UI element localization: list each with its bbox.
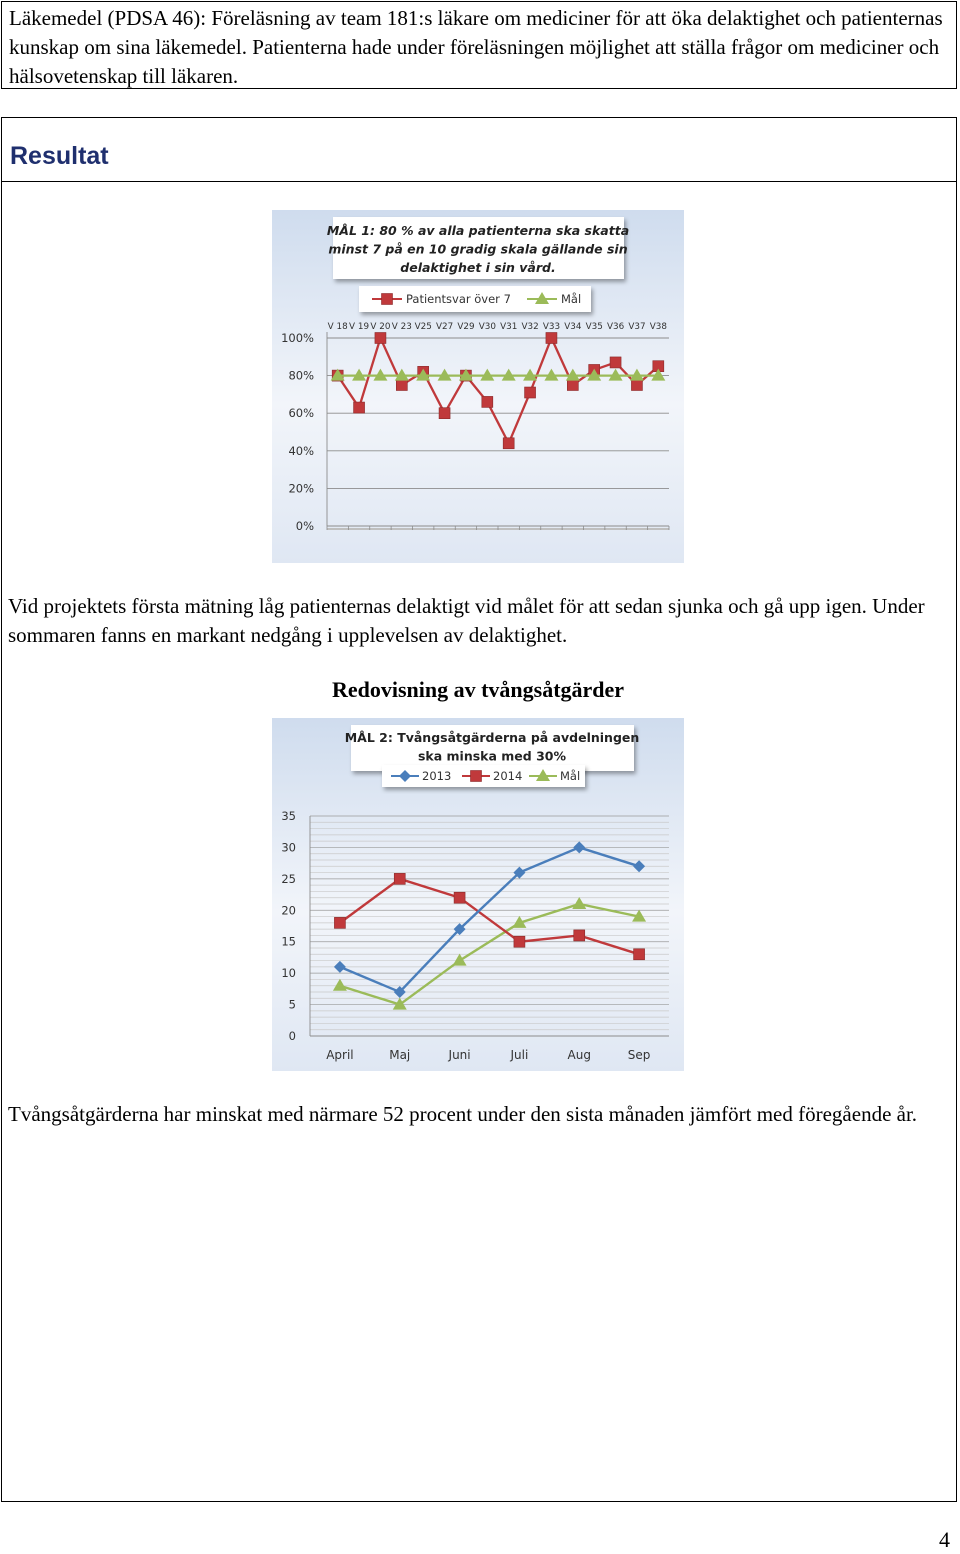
legend-label: Patientsvar över 7: [406, 292, 511, 306]
chart-goal-2: [272, 718, 684, 1071]
y-tick-label: 100%: [281, 331, 314, 345]
page-number: 4: [939, 1527, 950, 1552]
data-point: [574, 930, 585, 941]
y-tick-label: 80%: [288, 368, 314, 383]
data-point: [394, 873, 405, 884]
result-header: [1, 117, 957, 183]
x-tick-label: Aug: [567, 1048, 591, 1062]
legend-marker: [471, 771, 482, 782]
x-tick-label: V38: [649, 322, 667, 332]
chart-title-line: MÅL 1: 80 % av alla patienterna ska skatta: [326, 223, 630, 238]
section-subtitle: Redovisning av tvångsåtgärder: [331, 677, 625, 702]
chart-legend: [359, 286, 591, 312]
x-tick-label: V25: [414, 322, 432, 332]
data-point: [514, 936, 525, 947]
x-tick-label: V33: [542, 322, 561, 332]
x-tick-label: Maj: [389, 1048, 411, 1062]
data-point: [354, 402, 365, 413]
chart-goal-1: [272, 210, 684, 563]
data-point: [375, 333, 386, 344]
x-tick-label: V 18: [327, 322, 348, 332]
legend-label: 2013: [422, 769, 452, 783]
data-point: [546, 333, 557, 344]
data-point: [525, 387, 536, 398]
x-tick-label: V30: [478, 322, 496, 332]
x-tick-label: V 20: [370, 322, 391, 332]
x-tick-label: V35: [585, 322, 603, 332]
y-tick-label: 15: [281, 934, 296, 949]
chart-title-box: [327, 217, 629, 279]
intro-box: [1, 1, 957, 89]
x-tick-label: April: [326, 1048, 354, 1062]
data-point: [634, 949, 645, 960]
data-point: [503, 438, 514, 449]
x-tick-label: V32: [521, 322, 539, 332]
y-tick-label: 35: [281, 809, 296, 823]
data-point: [567, 380, 578, 391]
x-tick-label: V 19: [349, 322, 370, 332]
data-point: [631, 380, 642, 391]
intro-text: Läkemedel (PDSA 46): Föreläsning av team 181:s läkare om mediciner för att öka delaktighet och patienternas kunskap om sina läkemedel. Patienterna hade under föreläsningen möjlighet att ställa frågor om mediciner och hälsovetenskap till läkaren.: [9, 6, 943, 88]
chart-title-box: [345, 725, 640, 771]
x-tick-label: V37: [628, 322, 646, 332]
y-tick-label: 0: [288, 1029, 296, 1043]
chart-title-line: minst 7 på en 10 gradig skala gällande sin: [328, 241, 628, 257]
data-point: [439, 408, 450, 419]
x-tick-label: Juli: [510, 1048, 529, 1062]
legend-marker: [382, 294, 393, 305]
x-tick-label: V27: [435, 322, 454, 332]
x-tick-label: V36: [606, 322, 625, 332]
chart-legend: [382, 765, 585, 787]
y-tick-label: 20%: [288, 481, 314, 496]
data-point: [334, 917, 345, 928]
y-tick-label: 0%: [295, 519, 314, 533]
y-tick-label: 30: [281, 840, 296, 855]
legend-label: Mål: [561, 292, 582, 306]
chart-title-line: delaktighet i sin vård.: [400, 260, 556, 275]
data-point: [610, 357, 621, 368]
data-point: [482, 396, 493, 407]
y-tick-label: 20: [281, 903, 296, 918]
result-paragraph-2: Tvångsåtgärderna har minskat med närmare 52 procent under den sista månaden jämfört med föregående år.: [8, 1102, 918, 1126]
x-tick-label: V29: [457, 322, 475, 332]
y-tick-label: 5: [288, 997, 296, 1012]
y-tick-label: 25: [281, 871, 296, 886]
y-tick-label: 10: [281, 966, 296, 981]
x-tick-label: Sep: [627, 1048, 651, 1062]
y-tick-label: 40%: [288, 443, 314, 458]
chart-title-line: ska minska med 30%: [417, 748, 567, 764]
x-tick-label: V34: [564, 322, 582, 332]
legend-label: 2014: [493, 769, 523, 783]
x-tick-label: V 23: [391, 322, 412, 332]
x-tick-label: Juni: [448, 1048, 471, 1062]
data-point: [396, 380, 407, 391]
legend-label: Mål: [560, 769, 581, 783]
x-tick-label: V31: [500, 322, 518, 332]
data-point: [454, 892, 465, 903]
chart-title-line: MÅL 2: Tvångsåtgärderna på avdelningen: [344, 730, 640, 745]
result-heading: Resultat: [10, 142, 109, 170]
result-paragraph-1: Vid projektets första mätning låg patienternas delaktigt vid målet för att sedan sjunka och gå upp igen. Under sommaren fanns en markant nedgång i upplevelsen av delaktighet.: [8, 594, 925, 647]
y-tick-label: 60%: [288, 406, 314, 421]
